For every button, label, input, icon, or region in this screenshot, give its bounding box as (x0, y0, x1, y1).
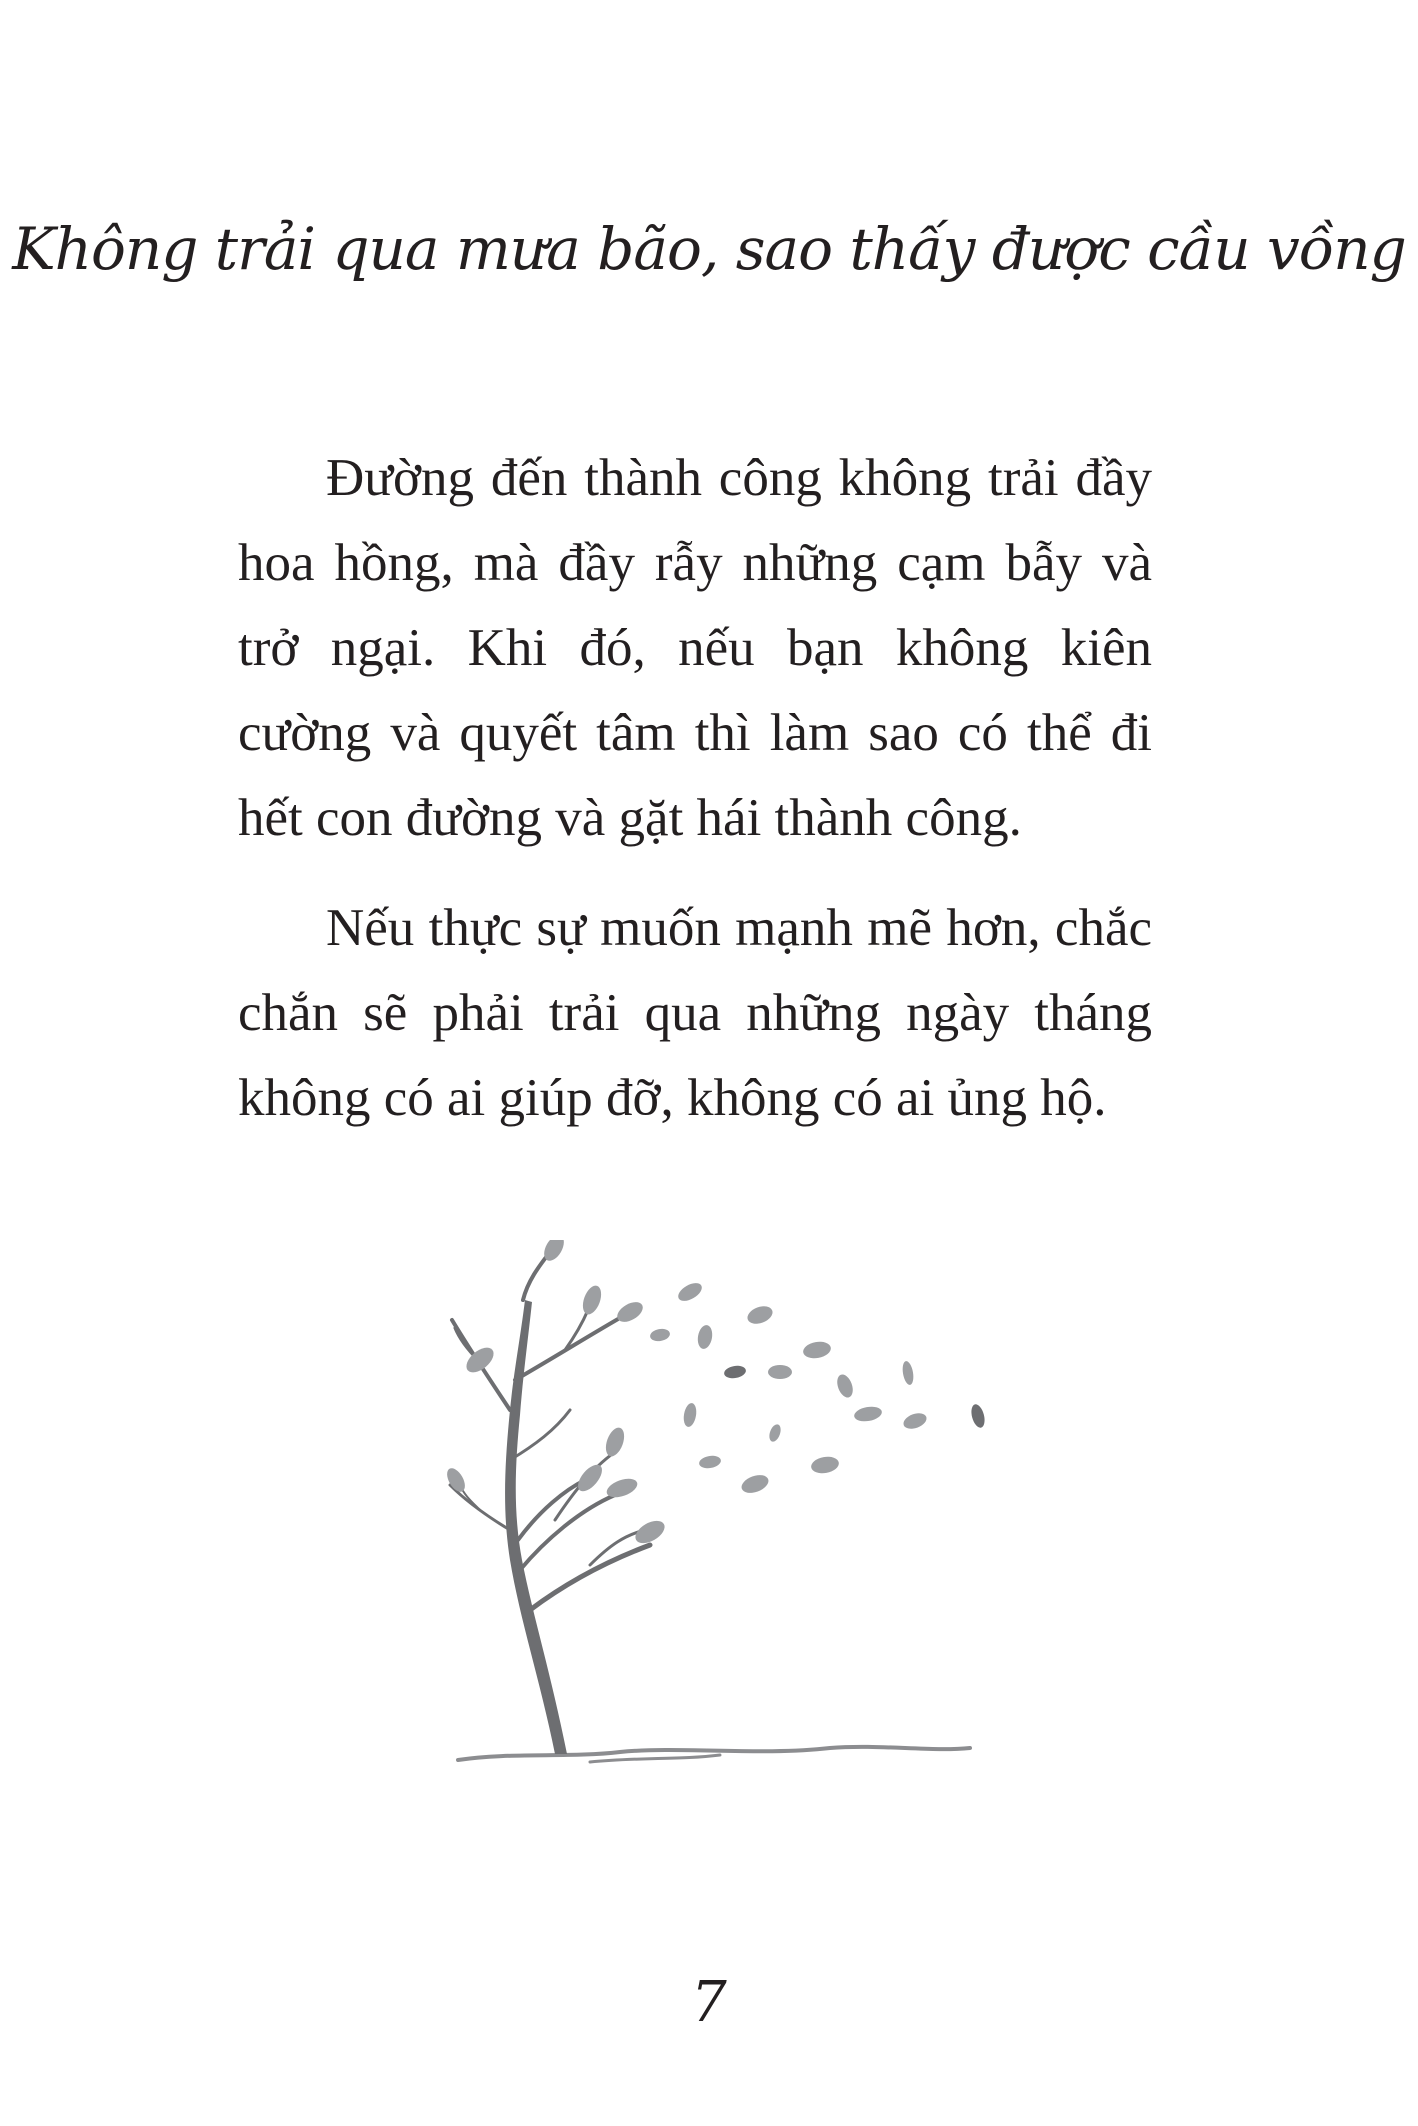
paragraph-text: Đường đến thành công không trải đầy hoa hồng, mà đầy rẫy những cạm bẫy và trở ngại. Khi đó, nếu bạn không kiên cường và quyết tâm thì làm sao có thể đi hết con đường và gặt hái thành công. (238, 449, 1152, 847)
windblown-tree-icon (360, 1240, 1020, 1800)
paragraph-1 (238, 436, 1152, 861)
paragraph-text: Nếu thực sự muốn mạnh mẽ hơn, chắc chắn sẽ phải trải qua những ngày tháng không có ai giúp đỡ, không có ai ủng hộ. (238, 899, 1152, 1127)
running-title: Không trải qua mưa bão, sao thấy được cầu vồng (12, 215, 1406, 283)
page-number: 7 (691, 1970, 727, 2035)
paragraph-2 (238, 886, 1152, 1141)
